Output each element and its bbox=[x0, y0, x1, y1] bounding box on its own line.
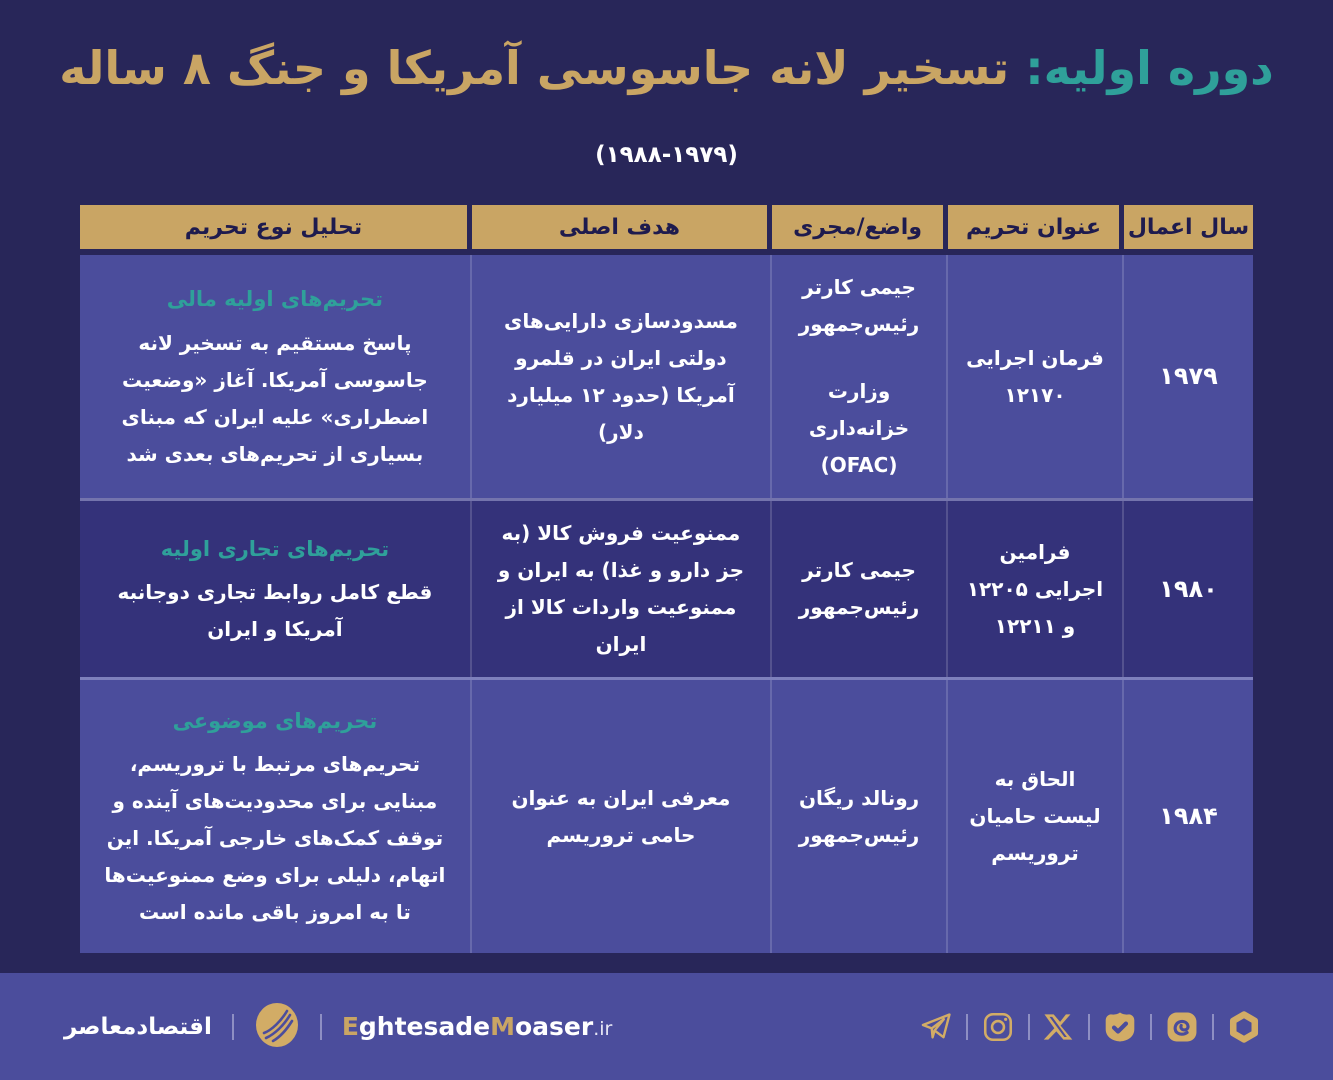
goal-cell bbox=[472, 501, 772, 677]
divider bbox=[966, 1014, 968, 1040]
analysis-text: پاسخ مستقیم به تسخیر لانه جاسوسی آمریکا. آغاز «وضعیت اضطراری» علیه ایران که مبنای بسیاری از تحریم‌های بعدی شد bbox=[121, 330, 429, 466]
social-icons bbox=[919, 1010, 1261, 1044]
divider bbox=[232, 1014, 234, 1040]
divider bbox=[1028, 1014, 1030, 1040]
title-main: تسخیر لانه جاسوسی آمریکا و جنگ ۸ ساله bbox=[59, 41, 1010, 95]
table-row-1984 bbox=[80, 677, 1253, 953]
header-cell-issuer: واضع/مجری bbox=[772, 205, 948, 249]
sanction-title-value: فرمان اجرایی ۱۲۱۷۰ bbox=[966, 345, 1104, 407]
table-row-1979 bbox=[80, 255, 1253, 498]
table-header bbox=[80, 205, 1253, 249]
brand-group bbox=[64, 1002, 612, 1052]
goal-cell bbox=[472, 255, 772, 498]
page-title bbox=[0, 36, 1333, 100]
year-cell bbox=[1124, 255, 1253, 498]
telegram-icon[interactable] bbox=[919, 1010, 953, 1044]
analysis-cell bbox=[80, 255, 472, 498]
sanction-title-value: الحاق به لیست حامیان تروریسم bbox=[969, 767, 1101, 865]
issuer-cell bbox=[772, 680, 948, 953]
issuer-treasury: وزارت خزانه‌داری (OFAC) bbox=[808, 379, 910, 477]
issuer-cell bbox=[772, 501, 948, 677]
divider bbox=[320, 1014, 322, 1040]
site-text: oaser bbox=[515, 1012, 594, 1041]
goal-cell bbox=[472, 680, 772, 953]
divider bbox=[1088, 1014, 1090, 1040]
analysis-text: تحریم‌های مرتبط با تروریسم، مبنایی برای محدودیت‌های آینده و توقف کمک‌های خارجی آمریکا. این اتهام، دلیلی برای وضع ممنوعیت‌ها تا به امروز باقی مانده است bbox=[104, 752, 446, 925]
issuer-president: جیمی کارتر رئیس‌جمهور bbox=[798, 558, 920, 619]
issuer-cell bbox=[772, 255, 948, 498]
rubika-icon[interactable] bbox=[1227, 1010, 1261, 1044]
analysis-text: قطع کامل روابط تجاری دوجانبه آمریکا و ایران bbox=[117, 580, 433, 642]
sanctions-table bbox=[80, 205, 1253, 953]
year-value: ۱۹۸۰ bbox=[1159, 574, 1218, 603]
header-cell-analysis: تحلیل نوع تحریم bbox=[80, 205, 472, 249]
title-years: (۱۹۸۸-۱۹۷۹) bbox=[595, 142, 738, 168]
issuer-president: جیمی کارتر رئیس‌جمهور bbox=[798, 275, 920, 336]
header-cell-year: سال اعمال bbox=[1124, 205, 1253, 249]
bale-icon[interactable] bbox=[1103, 1010, 1137, 1044]
eitaa-icon[interactable] bbox=[1165, 1010, 1199, 1044]
analysis-cell bbox=[80, 680, 472, 953]
title-prefix: دوره اولیه: bbox=[1025, 41, 1274, 95]
site-url[interactable] bbox=[342, 1012, 613, 1041]
analysis-type-label: تحریم‌های تجاری اولیه bbox=[160, 536, 390, 561]
analysis-type-label: تحریم‌های موضوعی bbox=[172, 708, 378, 733]
year-value: ۱۹۸۴ bbox=[1159, 802, 1218, 831]
year-value: ۱۹۷۹ bbox=[1159, 362, 1218, 391]
header-cell-sanction-title: عنوان تحریم bbox=[948, 205, 1124, 249]
analysis-type-label: تحریم‌های اولیه مالی bbox=[166, 287, 384, 312]
year-cell bbox=[1124, 680, 1253, 953]
header-cell-goal: هدف اصلی bbox=[472, 205, 772, 249]
site-tld: .ir bbox=[593, 1018, 613, 1040]
sanction-title-cell bbox=[948, 680, 1124, 953]
site-letter-m: M bbox=[490, 1012, 515, 1041]
year-cell bbox=[1124, 501, 1253, 677]
analysis-cell bbox=[80, 501, 472, 677]
instagram-icon[interactable] bbox=[981, 1010, 1015, 1044]
sanction-title-cell bbox=[948, 255, 1124, 498]
eghtesad-moaser-logo bbox=[254, 1002, 300, 1052]
goal-value: معرفی ایران به عنوان حامی تروریسم bbox=[511, 785, 731, 847]
site-letter-e: E bbox=[341, 1012, 359, 1041]
goal-value: ممنوعیت فروش کالا (به جز دارو و غذا) به ایران و ممنوعیت واردات کالا از ایران bbox=[497, 521, 745, 656]
x-icon[interactable] bbox=[1043, 1011, 1075, 1043]
divider bbox=[1212, 1014, 1214, 1040]
issuer-president: رونالد ریگان رئیس‌جمهور bbox=[798, 785, 920, 847]
footer bbox=[0, 973, 1333, 1080]
site-text: ghtesade bbox=[358, 1012, 491, 1041]
divider bbox=[1150, 1014, 1152, 1040]
sanction-title-cell bbox=[948, 501, 1124, 677]
table-row-1980 bbox=[80, 498, 1253, 677]
sanction-title-value: فرامین اجرایی ۱۲۲۰۵ و ۱۲۲۱۱ bbox=[966, 539, 1104, 638]
brand-name-farsi: اقتصادمعاصر bbox=[64, 1013, 212, 1040]
goal-value: مسدودسازی دارایی‌های دولتی ایران در قلمرو آمریکا (حدود ۱۲ میلیارد دلار) bbox=[503, 308, 738, 444]
